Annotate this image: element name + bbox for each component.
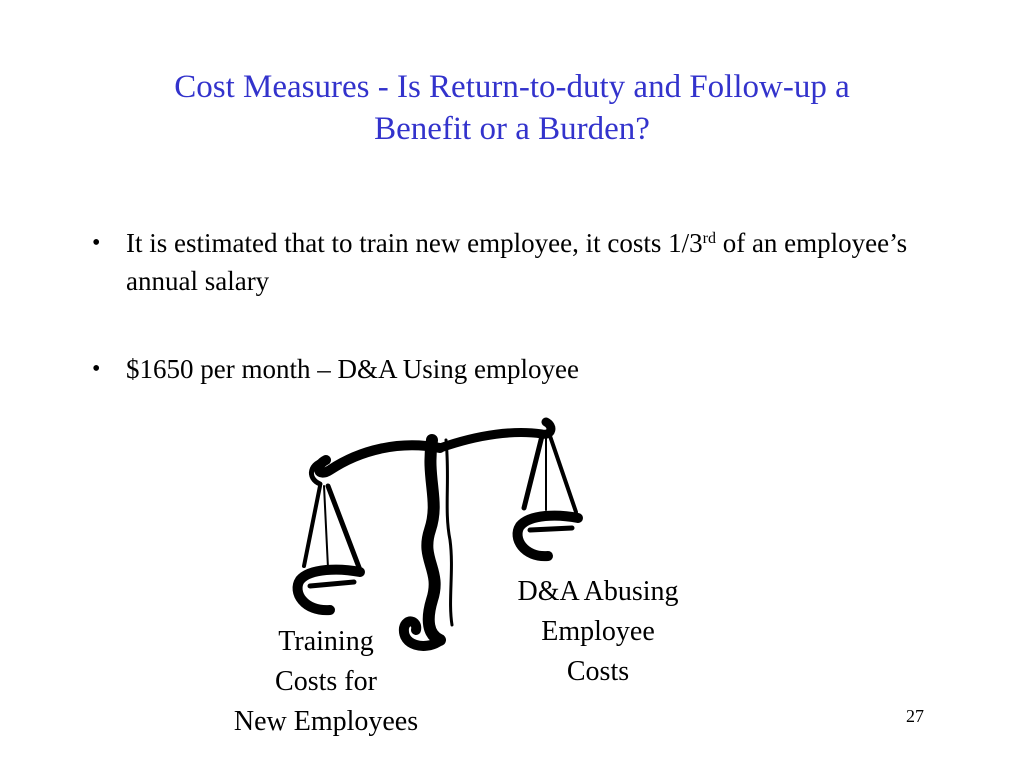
training-costs-label — [206, 622, 446, 742]
right-pan-string — [524, 436, 542, 508]
slide-title-line-2: Benefit or a Burden? — [374, 111, 650, 147]
training-costs-label-line-2: Costs for — [275, 666, 377, 697]
bullet-marker: • — [92, 230, 101, 256]
ordinal-superscript: rd — [702, 230, 716, 247]
abusing-costs-label-line-1: D&A Abusing — [517, 576, 679, 607]
page-number: 27 — [906, 706, 924, 726]
bullet-marker: • — [92, 356, 101, 382]
scale-beam-right — [440, 422, 551, 448]
bullet-text-before: It is estimated that to train new employee, it costs 1/3 — [126, 228, 703, 258]
slide-title — [60, 66, 964, 150]
abusing-costs-label-line-2: Employee — [541, 616, 655, 647]
left-pan — [298, 570, 360, 611]
abusing-employee-costs-label — [488, 572, 708, 692]
abusing-costs-label-line-3: Costs — [566, 656, 630, 687]
bullet-item-monthly-cost — [92, 350, 952, 388]
bullet-item-training-cost — [92, 224, 952, 300]
slide-title-line-1: Cost Measures - Is Return-to-duty and Follow-up a — [174, 69, 850, 105]
scale-post — [427, 440, 440, 640]
right-pan — [518, 516, 578, 557]
scale-beam-left — [319, 445, 440, 472]
training-costs-label-line-1: Training — [278, 626, 374, 657]
bullet-text: $1650 per month – D&A Using employee — [126, 354, 579, 384]
bullet-text-after: of an employee’s annual salary — [126, 228, 908, 296]
training-costs-label-line-3: New Employees — [233, 706, 419, 737]
left-pan-string — [304, 486, 320, 566]
